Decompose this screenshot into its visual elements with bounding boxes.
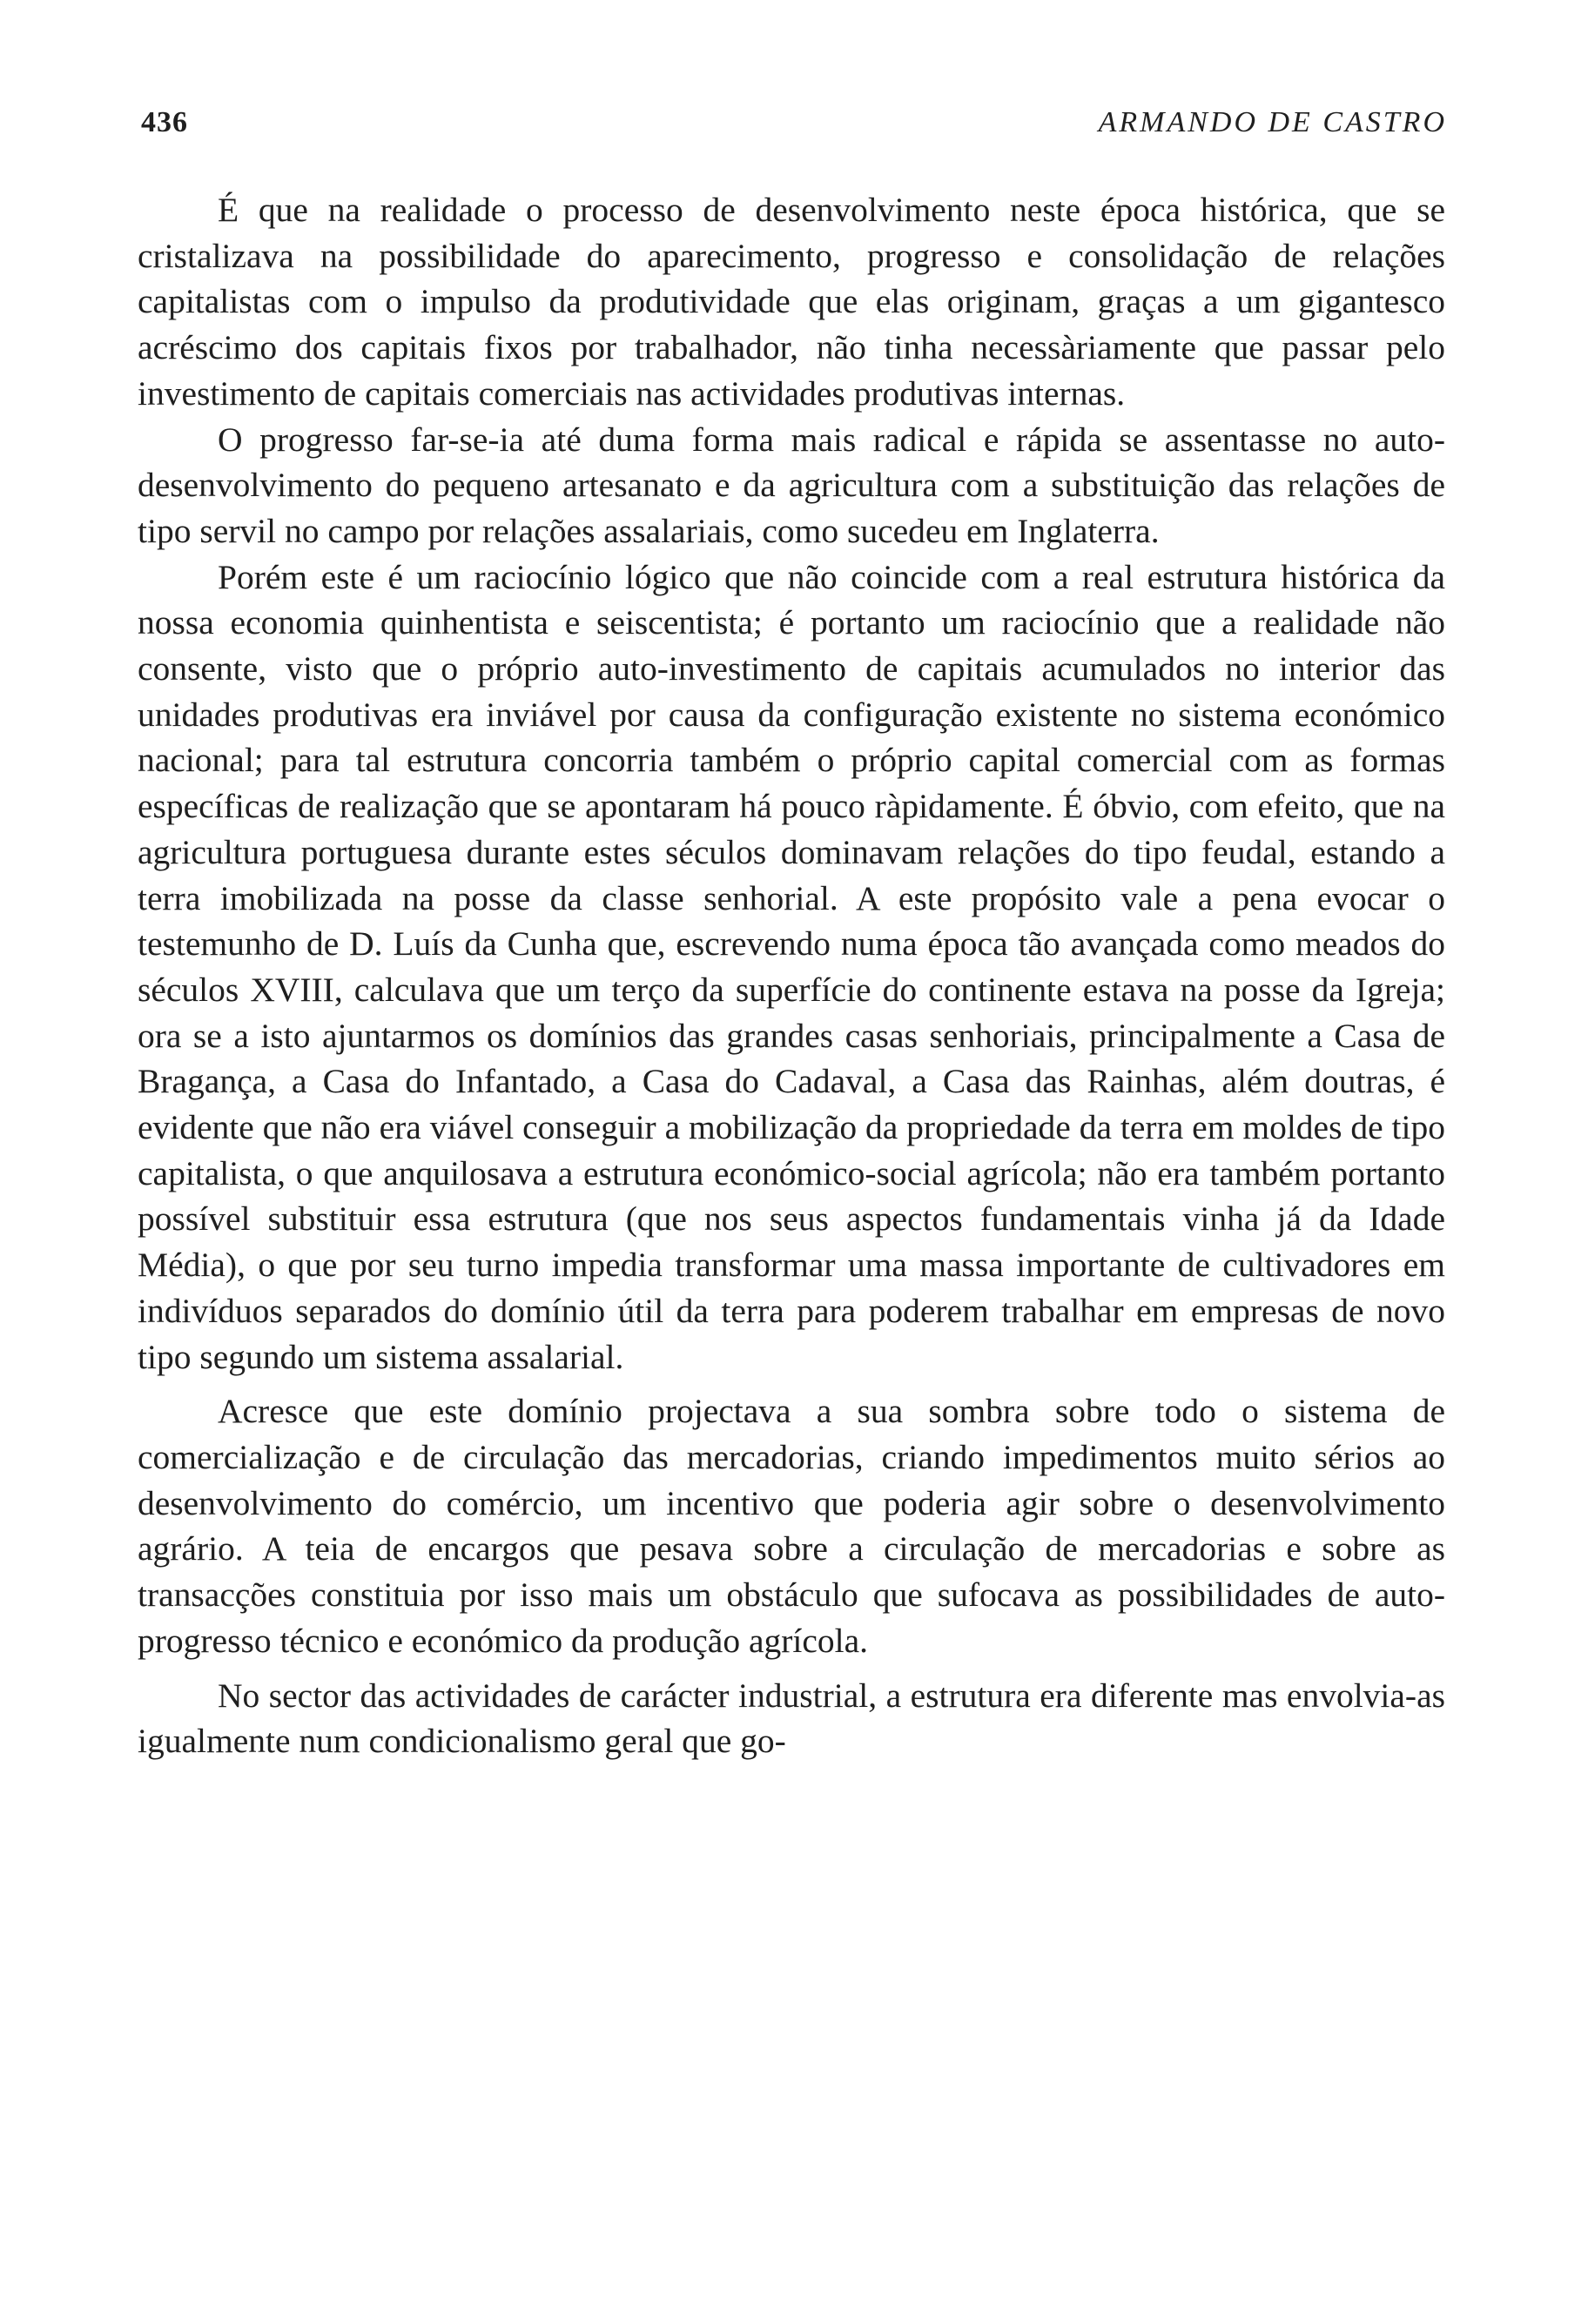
running-head (141, 106, 1447, 150)
running-title: ARMANDO DE CASTRO (1098, 106, 1447, 138)
paragraph: No sector das actividades de carácter industrial, a estrutura era diferente mas envolvia-as igualmente num condicionalismo geral que go- (138, 1676, 1445, 1761)
paragraph: Porém este é um raciocínio lógico que não coincide com a real estrutura histórica da nossa economia quinhentista e seiscentista; é portanto um raciocínio que a realidade não consente, visto que o próprio auto-investimento de capitais acumulados no interior das unidades produtivas era inviável por causa da configuração existente no sistema económico nacional; para tal estrutura concorria também o próprio capital comercial com as formas específicas de realização que se apontaram há pouco ràpidamente. É óbvio, com efeito, que na agricultura portuguesa durante estes séculos dominavam relações do tipo feudal, estando a terra imobilizada na posse da classe senhorial. A este propósito vale a pena evocar o testemunho de D. Luís da Cunha que, escrevendo numa época tão avançada como meados do séculos XVIII, calculava que um terço da superfície do continente estava na posse da Igreja; ora se a isto ajuntarmos os domínios das grandes casas senhoriais, principalmente a Casa de Bragança, a Casa do Infantado, a Casa do Cadaval, a Casa das Rainhas, além doutras, é evidente que não era viável conseguir a mobilização da propriedade da terra em moldes de tipo capitalista, o que anquilosava a estrutura económico-social agrícola; não era também portanto possível substituir essa estrutura (que nos seus aspectos fundamentais vinha já da Idade Média), o que por seu turno impedia transformar uma massa importante de cultivadores em indivíduos separados do domínio útil da terra para poderem trabalhar em empresas de novo tipo segundo um sistema assalarial. (138, 557, 1445, 1376)
body-text (138, 187, 1445, 1764)
paragraph: Acresce que este domínio projectava a sua sombra sobre todo o sistema de comercialização e de circulação das mercadorias, criando impedimentos muito sérios ao desenvolvimento do comércio, um incentivo que poderia agir sobre o desenvolvimento agrário. A teia de encargos que pesava sobre a circulação de mercadorias e sobre as transacções constituia por isso mais um obstáculo que sufocava as possibilidades de auto-progresso técnico e económico da produção agrícola. (138, 1392, 1445, 1660)
paragraph: É que na realidade o processo de desenvolvimento neste época histórica, que se cristalizava na possibilidade do aparecimento, progresso e consolidação de relações capitalistas com o impulso da produtividade que elas originam, graças a um gigantesco acréscimo dos capitais fixos por trabalhador, não tinha necessàriamente que passar pelo investimento de capitais comerciais nas actividades produtivas internas. (138, 191, 1445, 413)
page-number: 436 (141, 106, 188, 138)
paragraph: O progresso far-se-ia até duma forma mais radical e rápida se assentasse no auto-desenvolvimento do pequeno artesanato e da agricultura com a substituição das relações de tipo servil no campo por relações assalariais, como sucedeu em Inglaterra. (138, 420, 1445, 550)
